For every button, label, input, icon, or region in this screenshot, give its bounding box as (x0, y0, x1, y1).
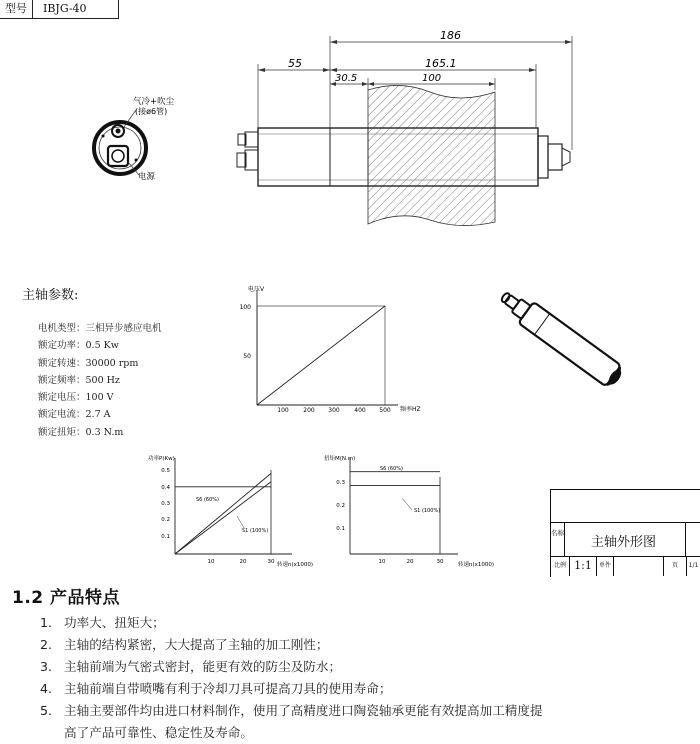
features-list (40, 612, 543, 744)
clamp-hatch (368, 85, 495, 225)
chart1-xtick-300: 300 (328, 407, 340, 414)
tb-scale-label: 比例 (551, 556, 570, 576)
chart2-ytick-04: 0.4 (161, 485, 170, 491)
spindle-drawing (0, 0, 700, 270)
chart3-xlabel: 转速n(x1000) (458, 562, 495, 568)
spindle-isometric (480, 282, 650, 402)
chart1-ytick-100: 100 (239, 304, 251, 311)
chart3-annot-s1: S1 (100%) (414, 508, 441, 514)
feature-item: 2. 主轴的结构紧密，大大提高了主轴的加工刚性； (40, 637, 329, 652)
chart1-ytick-50: 50 (243, 353, 251, 360)
feature-item: 1. 功率大、扭矩大； (40, 615, 165, 630)
feature-item: 高了产品可靠性、稳定性及寿命。 (64, 725, 253, 740)
chart3-xtick-20: 20 (406, 559, 414, 565)
chart-voltage-frequency (230, 280, 430, 420)
chart2-xtick-20: 20 (239, 559, 247, 565)
air-sub-label: (接ø6管) (135, 107, 168, 116)
chart1-series-0 (257, 306, 385, 405)
param-voltage: 额定电压：100 V (38, 392, 114, 404)
chart3-xtick-10: 10 (378, 559, 386, 565)
model-label: 型号 (0, 0, 33, 18)
chart3-ytick-03: 0.3 (336, 480, 345, 486)
chart3-ytick-02: 0.2 (336, 503, 345, 509)
air-label: 气冷+吹尘 (133, 97, 175, 107)
rear-view (94, 122, 146, 174)
chart1-xtick-100: 100 (277, 407, 289, 414)
tb-name-label: 名称 (551, 522, 565, 556)
chart2-ytick-05: 0.5 (161, 468, 170, 474)
chart1-xtick-400: 400 (354, 407, 366, 414)
params-list (38, 320, 162, 441)
chart-power-speed (140, 450, 320, 575)
chart3-ytick-01: 0.1 (336, 526, 345, 532)
param-motor-type: 电机类型：三相异步感应电机 (38, 323, 162, 334)
chart2-xtick-30: 30 (267, 559, 275, 565)
chart1-xtick-500: 500 (379, 407, 391, 414)
chart3-annot-s6: S6 (60%) (380, 466, 403, 472)
chart2-ytick-01: 0.1 (161, 534, 170, 540)
features-title: 1.2 产品特点 (12, 588, 121, 608)
chart3-ylabel: 扭矩M(N.m) (324, 456, 356, 462)
tb-unit-label: 单件 (597, 556, 614, 576)
tb-drawing-name: 主轴外形图 (591, 535, 657, 550)
chart1-marks (257, 306, 385, 405)
param-speed: 额定转速：30000 rpm (38, 357, 139, 369)
chart2-series-1 (175, 482, 271, 554)
chart2-marks (175, 470, 271, 554)
chart2-series-0 (175, 473, 271, 554)
param-power: 额定功率：0.5 Kw (38, 340, 119, 352)
params-title: 主轴参数: (22, 288, 79, 303)
chart1-xlabel: 频率HZ (400, 406, 421, 413)
chart-torque-speed (318, 450, 498, 575)
power-label: 电源 (138, 172, 156, 182)
dim-165: 165.1 (425, 57, 457, 70)
feature-item: 4. 主轴前端自带喷嘴有利于冷却刀具可提高刀具的使用寿命； (40, 681, 392, 696)
feature-item: 3. 主轴前端为气密式密封，能更有效的防尘及防水； (40, 659, 342, 674)
feature-item: 5. 主轴主要部件均由进口材料制作，使用了高精度进口陶瓷轴承更能有效提高加工精度提 (40, 703, 543, 718)
chart1-ylabel: 电压V (248, 286, 265, 293)
tb-scale: 1:1 (570, 556, 597, 576)
tb-page: 1/1 (688, 562, 699, 569)
chart2-ylabel: 功率P(Kw) (148, 456, 175, 462)
dim-55: 55 (288, 57, 302, 70)
chart2-ytick-03: 0.3 (161, 501, 170, 507)
dim-100: 100 (422, 73, 442, 84)
param-torque: 额定扭矩：0.3 N.m (38, 426, 124, 438)
dim-30: 30.5 (335, 73, 358, 84)
title-block (550, 489, 700, 577)
chart2-annot-s1: S1 (100%) (242, 528, 269, 534)
param-frequency: 额定频率：500 Hz (38, 374, 120, 386)
chart2-annot-s6: S6 (60%) (196, 497, 219, 503)
chart2-ytick-02: 0.2 (161, 517, 170, 523)
chart2-xtick-10: 10 (207, 559, 215, 565)
param-current: 额定电流：2.7 A (38, 409, 111, 421)
chart3-xtick-30: 30 (436, 559, 444, 565)
model-value: IBJG-40 (43, 2, 87, 15)
dim-186: 186 (440, 29, 461, 42)
chart2-xlabel: 转速n(x1000) (277, 562, 314, 568)
tb-page-label: 页 (663, 556, 687, 576)
chart1-xtick-200: 200 (303, 407, 315, 414)
